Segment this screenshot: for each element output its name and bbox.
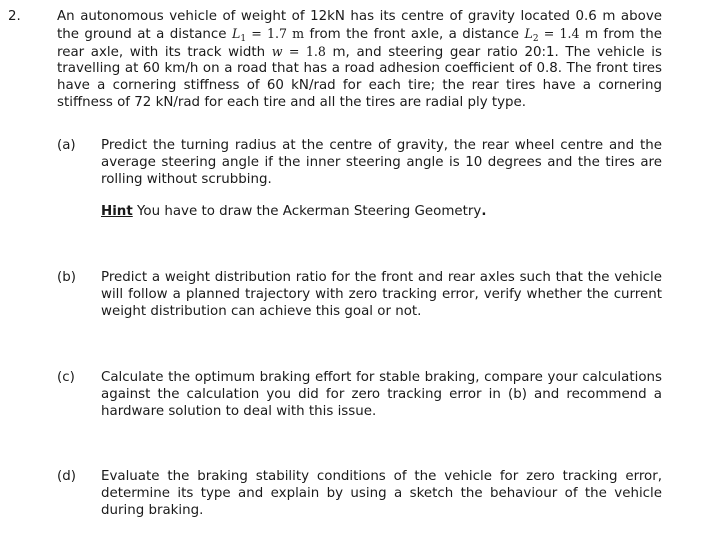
hint-end: .: [481, 204, 487, 220]
question-number: 2.: [8, 9, 21, 24]
part-c-label: (c): [57, 370, 75, 385]
part-a-label: (a): [57, 138, 76, 153]
part-c: [57, 370, 662, 420]
question-intro: [57, 9, 662, 112]
part-d: [57, 469, 662, 519]
part-b: [57, 270, 662, 320]
l1-value: = 1.7 m: [246, 25, 305, 41]
l2-symbol: L: [524, 25, 533, 41]
w-expression: [272, 44, 326, 59]
part-d-label: (d): [57, 469, 76, 484]
hint-text: You have to draw the Ackerman Steering Geometry: [132, 204, 482, 220]
w-symbol: w: [271, 43, 283, 59]
intro-text-4: m, and steering gear ratio 20:1. The vehicle is travelling at 60 km/h on a road that has a road adhesion coefficient of 0.8. The front tires have a cornering stiffness of 60 kN/rad for each tire; the rear tires have a cornering stiffness of 72 kN/rad for each tire and all the tires are radial ply type.: [57, 44, 662, 110]
part-c-text: Calculate the optimum braking effort for stable braking, compare your calculations against the calculation you did for zero tracking error in (b) and recommend a hardware solution to deal with this issue.: [101, 370, 662, 419]
intro-text-3: m from the rear axle, with its track width: [57, 26, 662, 60]
l2-expression: [524, 25, 580, 44]
part-a: [57, 138, 662, 221]
part-a-text: Predict the turning radius at the centre of gravity, the rear wheel centre and the average steering angle if the inner steering angle is 10 degrees and the tires are rolling without scrubbing.: [101, 138, 662, 187]
l1-expression: [231, 25, 305, 44]
l1-subscript: 1: [240, 33, 247, 44]
part-b-label: (b): [57, 270, 76, 285]
intro-text-2: from the front axle, a distance: [304, 26, 525, 42]
l2-subscript: 2: [532, 33, 539, 44]
intro-text-1: An autonomous vehicle of weight of 12kN has its centre of gravity located 0.6 m above the ground at a distance: [57, 9, 662, 42]
hint-label: Hint: [101, 204, 133, 220]
part-b-text: Predict a weight distribution ratio for the front and rear axles such that the vehicle will follow a planned trajectory with zero tracking error, verify whether the current weight distribution can achieve this goal or not.: [101, 270, 662, 319]
part-d-text: Evaluate the braking stability conditions of the vehicle for zero tracking error, determine its type and explain by using a sketch the behaviour of the vehicle during braking.: [101, 469, 662, 518]
w-value: = 1.8: [282, 43, 326, 59]
l2-value: = 1.4: [538, 25, 580, 41]
l1-symbol: L: [231, 25, 241, 41]
part-a-hint: [101, 204, 662, 221]
